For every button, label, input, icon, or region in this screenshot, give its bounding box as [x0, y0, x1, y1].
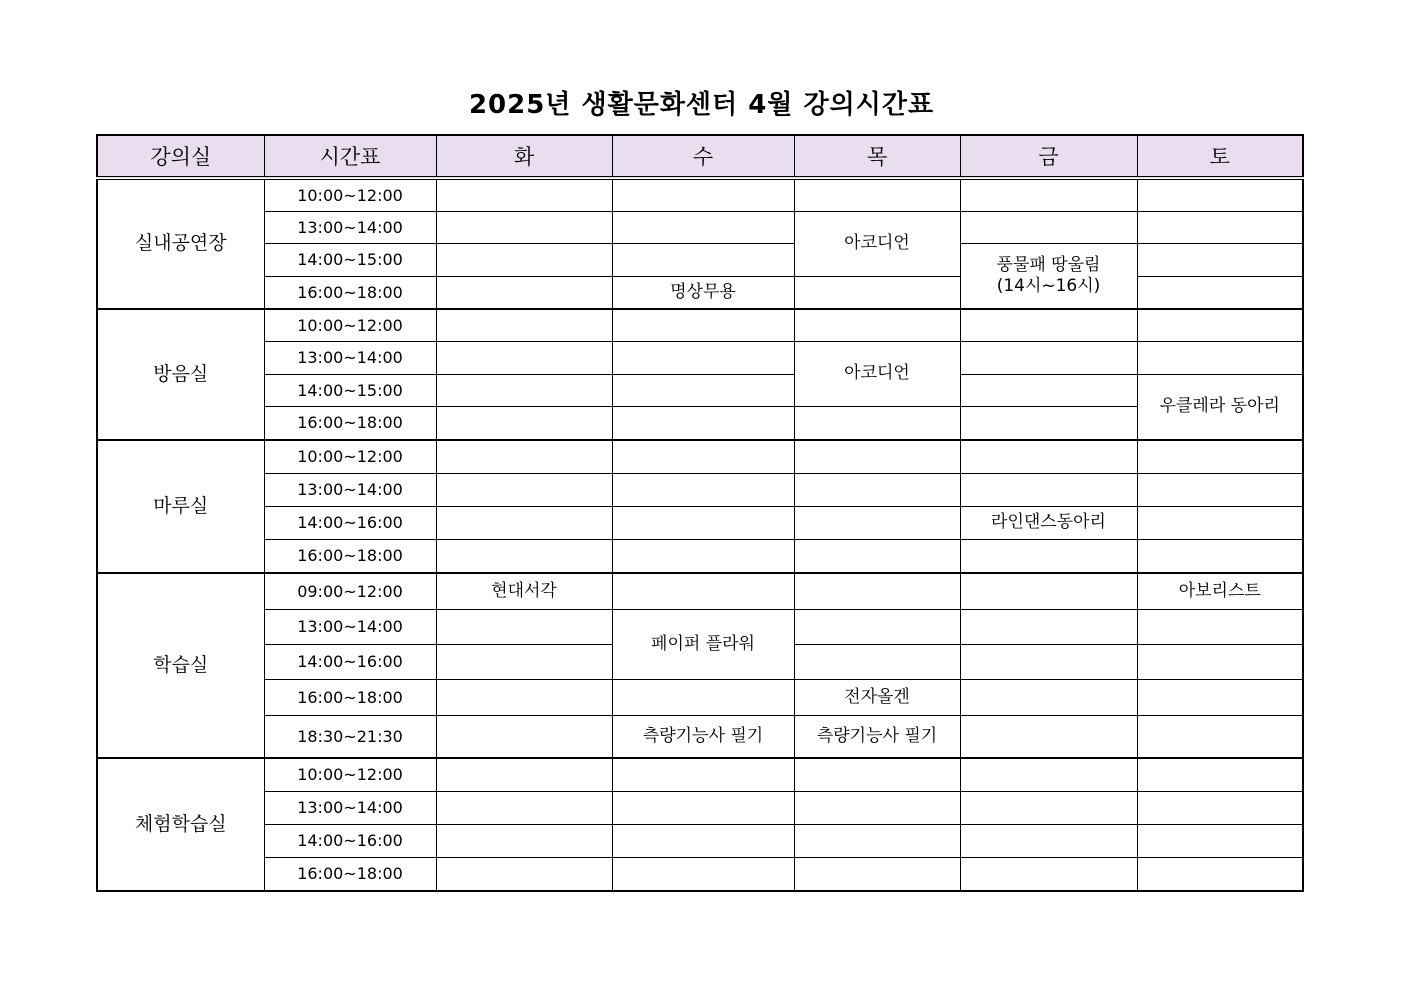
time-slot: 14:00~16:00 — [264, 825, 436, 858]
room-name: 방음실 — [97, 309, 264, 440]
cell — [1137, 440, 1303, 474]
cell — [612, 573, 794, 610]
cell — [1137, 610, 1303, 645]
header-sat: 토 — [1137, 135, 1303, 178]
cell — [794, 440, 960, 474]
cell — [1137, 858, 1303, 892]
class-cell: 라인댄스동아리 — [960, 507, 1137, 540]
cell — [436, 309, 612, 342]
cell — [436, 858, 612, 892]
table-row — [97, 212, 1303, 244]
cell — [960, 645, 1137, 680]
class-cell: 측량기능사 필기 — [794, 716, 960, 759]
time-slot: 13:00~14:00 — [264, 610, 436, 645]
cell — [436, 277, 612, 310]
class-cell: 전자올겐 — [794, 680, 960, 716]
table-row — [97, 716, 1303, 759]
cell — [612, 212, 794, 244]
class-line: (14시~16시) — [996, 276, 1101, 296]
time-slot: 13:00~14:00 — [264, 342, 436, 375]
cell — [960, 375, 1137, 407]
cell — [794, 758, 960, 792]
cell — [436, 440, 612, 474]
cell — [436, 375, 612, 407]
header-wed: 수 — [612, 135, 794, 178]
cell — [436, 407, 612, 441]
time-slot: 13:00~14:00 — [264, 212, 436, 244]
class-cell: 아코디언 — [794, 212, 960, 277]
schedule-table — [96, 134, 1304, 892]
header-room: 강의실 — [97, 135, 264, 178]
time-slot: 09:00~12:00 — [264, 573, 436, 610]
time-slot: 10:00~12:00 — [264, 758, 436, 792]
room-name: 학습실 — [97, 573, 264, 758]
cell — [794, 645, 960, 680]
cell — [794, 474, 960, 507]
cell — [612, 507, 794, 540]
header-fri: 금 — [960, 135, 1137, 178]
table-row — [97, 178, 1303, 212]
table-row — [97, 680, 1303, 716]
room-name: 마루실 — [97, 440, 264, 573]
class-cell: 현대서각 — [436, 573, 612, 610]
cell — [794, 178, 960, 212]
class-line: 풍물패 땅울림 — [996, 254, 1101, 275]
room-name: 체험학습실 — [97, 758, 264, 891]
time-slot: 10:00~12:00 — [264, 309, 436, 342]
cell — [436, 474, 612, 507]
cell — [960, 474, 1137, 507]
cell — [612, 342, 794, 375]
cell — [794, 792, 960, 825]
cell — [1137, 792, 1303, 825]
time-slot: 14:00~15:00 — [264, 375, 436, 407]
cell — [1137, 540, 1303, 574]
cell — [960, 758, 1137, 792]
time-slot: 16:00~18:00 — [264, 277, 436, 310]
cell — [960, 540, 1137, 574]
cell — [794, 277, 960, 310]
cell — [436, 645, 612, 680]
cell — [960, 178, 1137, 212]
time-slot: 16:00~18:00 — [264, 407, 436, 441]
class-cell: 아코디언 — [794, 342, 960, 407]
cell — [960, 680, 1137, 716]
table-row — [97, 610, 1303, 645]
class-cell: 명상무용 — [612, 277, 794, 310]
cell — [794, 825, 960, 858]
table-row — [97, 440, 1303, 474]
cell — [794, 540, 960, 574]
cell — [612, 407, 794, 441]
time-slot: 16:00~18:00 — [264, 858, 436, 892]
cell — [436, 244, 612, 277]
time-slot: 18:30~21:30 — [264, 716, 436, 759]
cell — [960, 858, 1137, 892]
cell — [436, 540, 612, 574]
cell — [1137, 825, 1303, 858]
header-row — [97, 135, 1303, 178]
page-title: 2025년 생활문화센터 4월 강의시간표 — [468, 90, 935, 120]
cell — [794, 309, 960, 342]
cell — [1137, 178, 1303, 212]
table-row — [97, 309, 1303, 342]
table-row — [97, 825, 1303, 858]
table-row — [97, 407, 1303, 441]
cell — [1137, 277, 1303, 310]
cell — [794, 507, 960, 540]
table-row — [97, 342, 1303, 375]
header-thu: 목 — [794, 135, 960, 178]
cell — [612, 309, 794, 342]
cell — [612, 758, 794, 792]
cell — [612, 440, 794, 474]
header-tue: 화 — [436, 135, 612, 178]
class-cell: 우클레라 동아리 — [1137, 375, 1303, 441]
cell — [436, 212, 612, 244]
time-slot: 13:00~14:00 — [264, 792, 436, 825]
cell — [960, 342, 1137, 375]
cell — [1137, 212, 1303, 244]
cell — [436, 680, 612, 716]
cell — [960, 825, 1137, 858]
cell — [794, 610, 960, 645]
cell — [794, 858, 960, 892]
cell — [612, 858, 794, 892]
table-row — [97, 375, 1303, 407]
cell — [960, 440, 1137, 474]
cell — [612, 680, 794, 716]
class-cell: 아보리스트 — [1137, 573, 1303, 610]
time-slot: 16:00~18:00 — [264, 680, 436, 716]
cell — [1137, 507, 1303, 540]
room-name: 실내공연장 — [97, 178, 264, 309]
class-cell: 측량기능사 필기 — [612, 716, 794, 759]
cell — [1137, 758, 1303, 792]
cell — [436, 178, 612, 212]
cell — [612, 244, 794, 277]
table-row — [97, 758, 1303, 792]
cell — [1137, 474, 1303, 507]
header-time: 시간표 — [264, 135, 436, 178]
cell — [1137, 244, 1303, 277]
time-slot: 16:00~18:00 — [264, 540, 436, 574]
time-slot: 13:00~14:00 — [264, 474, 436, 507]
cell — [960, 792, 1137, 825]
class-cell: 페이퍼 플라워 — [612, 610, 794, 680]
cell — [612, 792, 794, 825]
time-slot: 14:00~15:00 — [264, 244, 436, 277]
cell — [612, 474, 794, 507]
cell — [436, 342, 612, 375]
table-row — [97, 573, 1303, 610]
cell — [960, 716, 1137, 759]
cell — [960, 309, 1137, 342]
cell — [960, 610, 1137, 645]
cell — [1137, 680, 1303, 716]
cell — [1137, 342, 1303, 375]
cell — [1137, 645, 1303, 680]
table-row — [97, 792, 1303, 825]
table-row — [97, 244, 1303, 277]
cell — [612, 540, 794, 574]
cell — [436, 825, 612, 858]
cell — [794, 573, 960, 610]
cell — [612, 825, 794, 858]
time-slot: 14:00~16:00 — [264, 507, 436, 540]
cell — [436, 792, 612, 825]
cell — [436, 758, 612, 792]
cell — [612, 178, 794, 212]
cell — [794, 407, 960, 441]
class-cell — [960, 244, 1137, 310]
cell — [1137, 716, 1303, 759]
time-slot: 14:00~16:00 — [264, 645, 436, 680]
time-slot: 10:00~12:00 — [264, 178, 436, 212]
table-row — [97, 507, 1303, 540]
cell — [960, 407, 1137, 441]
cell — [960, 212, 1137, 244]
cell — [960, 573, 1137, 610]
table-row — [97, 858, 1303, 892]
table-row — [97, 540, 1303, 574]
table-row — [97, 474, 1303, 507]
cell — [436, 507, 612, 540]
cell — [436, 716, 612, 759]
time-slot: 10:00~12:00 — [264, 440, 436, 474]
cell — [612, 375, 794, 407]
cell — [1137, 309, 1303, 342]
cell — [436, 610, 612, 645]
